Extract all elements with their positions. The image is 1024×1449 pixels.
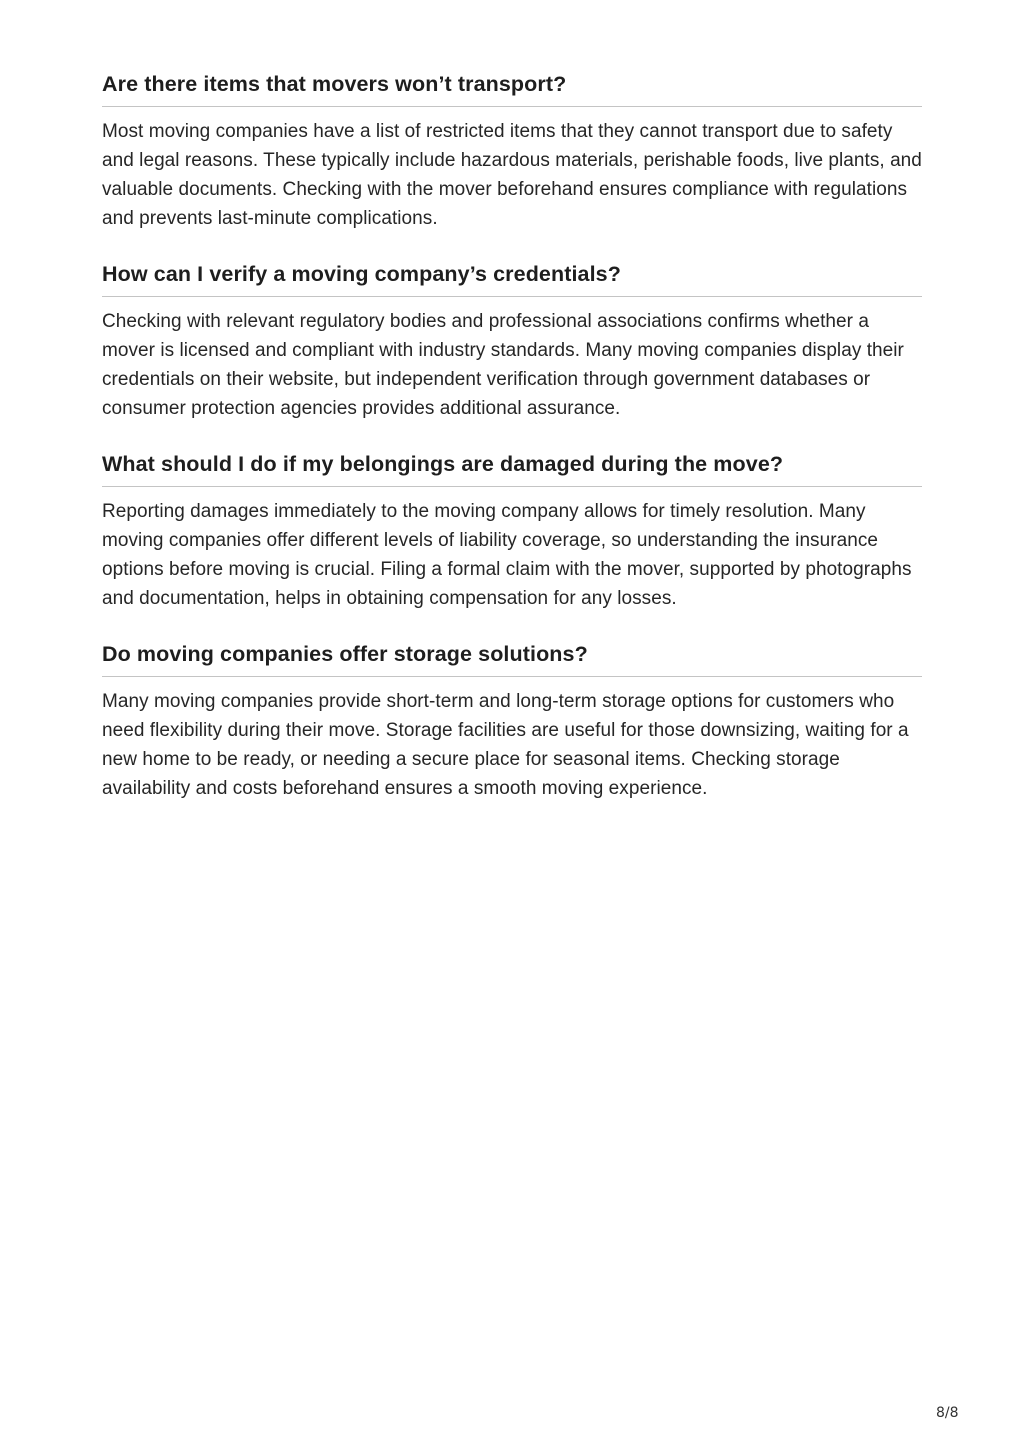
faq-answer: Reporting damages immediately to the moving company allows for timely resolution. Many moving companies offer different levels of liability coverage, so understanding the insurance options before moving is crucial. Filing a formal claim with the mover, supported by photographs and documentation, helps in obtaining compensation for any losses. [102, 501, 912, 609]
faq-answer: Checking with relevant regulatory bodies and professional associations confirms whether a mover is licensed and compliant with industry standards. Many moving companies display their credentials on their website, but independent verification through government databases or consumer protection agencies provides additional assurance. [102, 311, 904, 419]
faq-answer: Most moving companies have a list of restricted items that they cannot transport due to safety and legal reasons. These typically include hazardous materials, perishable foods, live plants, and valuable documents. Checking with the mover beforehand ensures compliance with regulations and prevents last-minute complications. [102, 121, 922, 229]
faq-answer: Many moving companies provide short-term and long-term storage options for customers who need flexibility during their move. Storage facilities are useful for those downsizing, waiting for a new home to be ready, or needing a secure place for seasonal items. Checking storage availability and costs beforehand ensures a smooth moving experience. [102, 691, 909, 799]
faq-question: Are there items that movers won’t transport? [102, 70, 922, 107]
faq-item-damaged-belongings [102, 450, 922, 613]
faq-question: Do moving companies offer storage solutions? [102, 640, 922, 677]
faq-item-restricted-items [102, 70, 922, 233]
faq-question: How can I verify a moving company’s credentials? [102, 260, 922, 297]
faq-item-storage-solutions [102, 640, 922, 803]
faq-content [102, 70, 922, 830]
page-number: 8/8 [936, 1405, 959, 1421]
faq-item-verify-credentials [102, 260, 922, 423]
faq-question: What should I do if my belongings are damaged during the move? [102, 450, 922, 487]
